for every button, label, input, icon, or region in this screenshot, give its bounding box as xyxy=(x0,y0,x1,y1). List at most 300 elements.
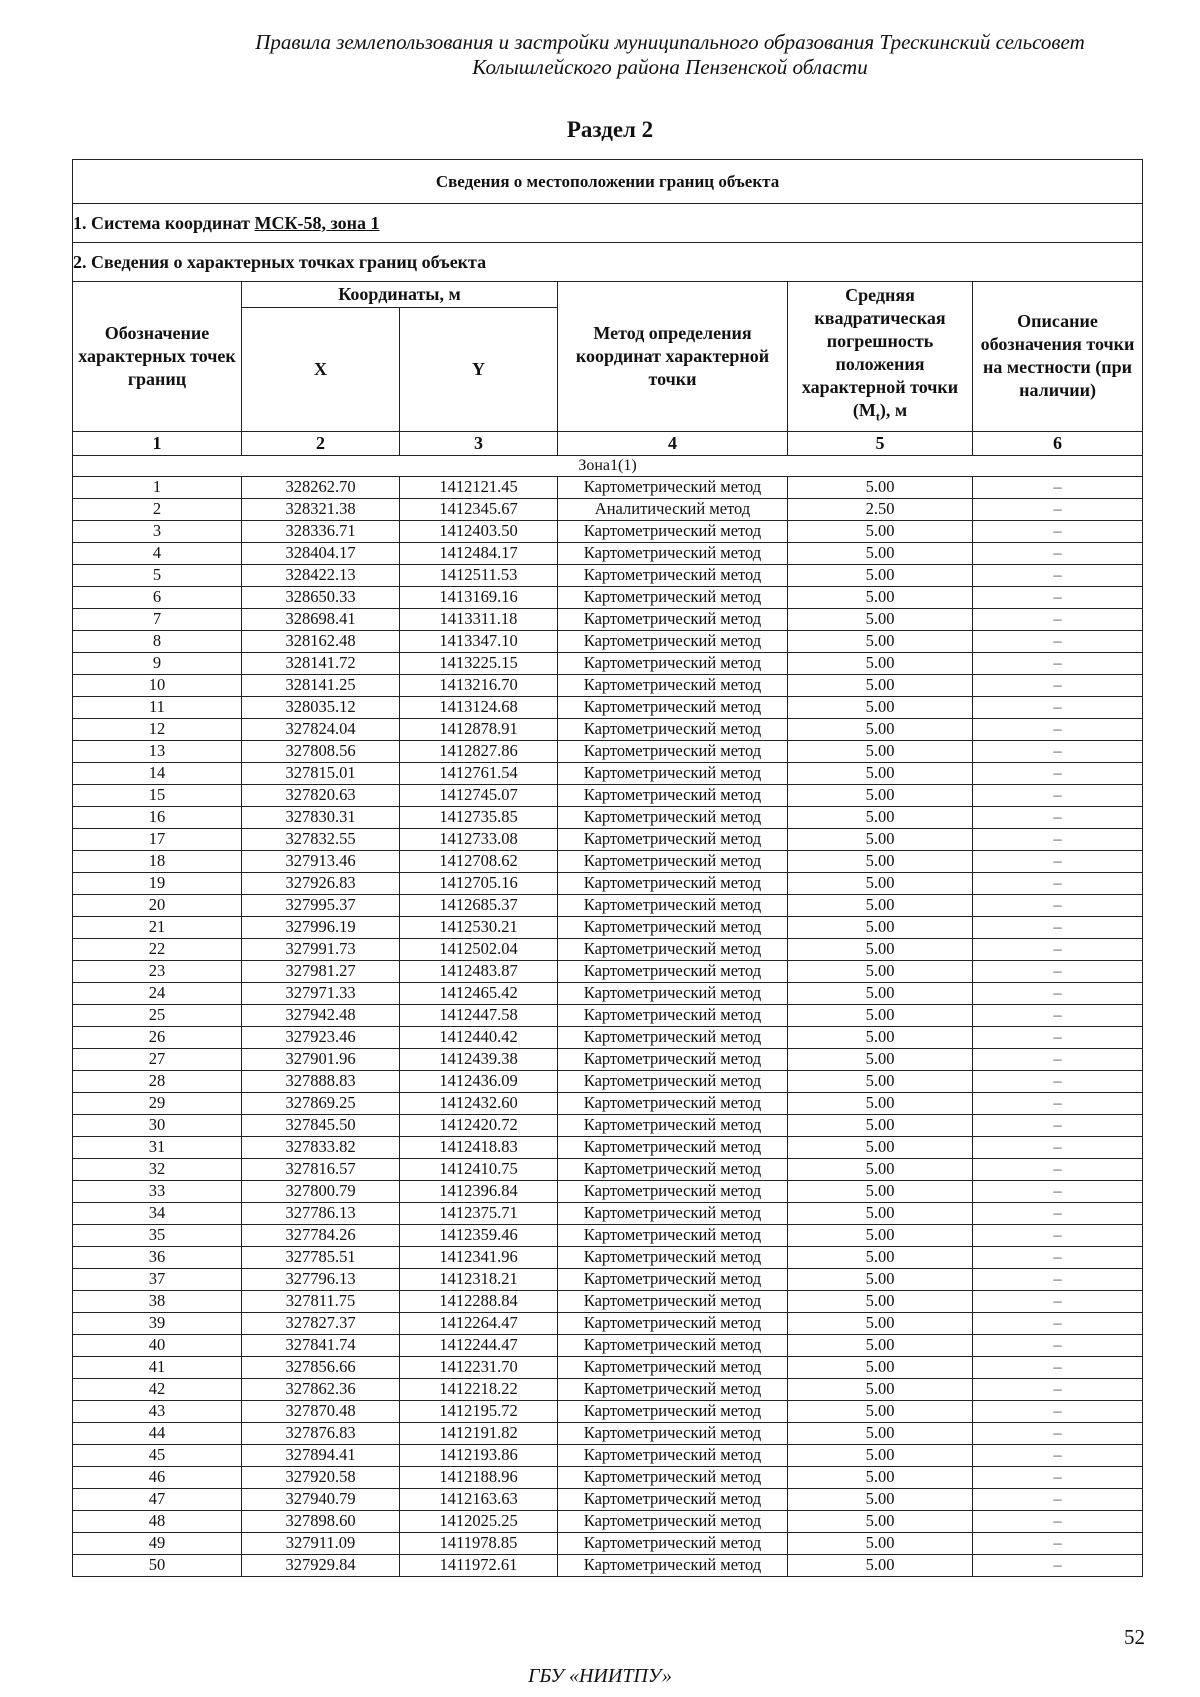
description: – xyxy=(973,1114,1143,1136)
table-row xyxy=(73,1312,1143,1334)
error-value: 5.00 xyxy=(788,1224,973,1246)
method: Картометрический метод xyxy=(558,916,788,938)
point-number: 4 xyxy=(73,542,242,564)
point-number: 37 xyxy=(73,1268,242,1290)
coord-x: 327832.55 xyxy=(242,828,400,850)
page-number: 52 xyxy=(1124,1625,1145,1649)
description: – xyxy=(973,916,1143,938)
points-heading: 2. Сведения о характерных точках границ объекта xyxy=(73,243,1143,282)
error-value: 5.00 xyxy=(788,564,973,586)
method: Картометрический метод xyxy=(558,542,788,564)
table-row xyxy=(73,762,1143,784)
coord-x: 327926.83 xyxy=(242,872,400,894)
header-error-unit: ), м xyxy=(879,400,908,420)
description: – xyxy=(973,1290,1143,1312)
boundary-points-table xyxy=(72,159,1143,1577)
table-row xyxy=(73,1422,1143,1444)
table-row xyxy=(73,1466,1143,1488)
point-number: 19 xyxy=(73,872,242,894)
header-y: Y xyxy=(400,307,558,431)
method: Картометрический метод xyxy=(558,1466,788,1488)
point-number: 31 xyxy=(73,1136,242,1158)
coord-y: 1411978.85 xyxy=(400,1532,558,1554)
error-value: 5.00 xyxy=(788,718,973,740)
coord-y: 1412432.60 xyxy=(400,1092,558,1114)
point-number: 9 xyxy=(73,652,242,674)
coord-x: 327796.13 xyxy=(242,1268,400,1290)
point-number: 10 xyxy=(73,674,242,696)
description: – xyxy=(973,872,1143,894)
table-row xyxy=(73,1092,1143,1114)
method: Картометрический метод xyxy=(558,586,788,608)
col-number: 5 xyxy=(788,431,973,455)
description: – xyxy=(973,1026,1143,1048)
description: – xyxy=(973,1444,1143,1466)
table-row xyxy=(73,608,1143,630)
description: – xyxy=(973,762,1143,784)
method: Аналитический метод xyxy=(558,498,788,520)
coord-x: 327856.66 xyxy=(242,1356,400,1378)
coord-x: 327815.01 xyxy=(242,762,400,784)
point-number: 46 xyxy=(73,1466,242,1488)
description: – xyxy=(973,828,1143,850)
coord-x: 327841.74 xyxy=(242,1334,400,1356)
coord-x: 327995.37 xyxy=(242,894,400,916)
error-value: 5.00 xyxy=(788,696,973,718)
coord-system-label: 1. Система координат xyxy=(73,212,255,233)
point-number: 49 xyxy=(73,1532,242,1554)
header-description: Описание обозначения точки на местности (при наличии) xyxy=(973,282,1143,432)
description: – xyxy=(973,894,1143,916)
zone-label: Зона1(1) xyxy=(73,455,1143,476)
coord-x: 327870.48 xyxy=(242,1400,400,1422)
point-number: 42 xyxy=(73,1378,242,1400)
coord-y: 1412231.70 xyxy=(400,1356,558,1378)
coord-x: 327888.83 xyxy=(242,1070,400,1092)
coord-y: 1412733.08 xyxy=(400,828,558,850)
point-number: 47 xyxy=(73,1488,242,1510)
method: Картометрический метод xyxy=(558,1136,788,1158)
description: – xyxy=(973,1334,1143,1356)
coord-y: 1412188.96 xyxy=(400,1466,558,1488)
header-method: Метод определения координат характерной точки xyxy=(558,282,788,432)
method: Картометрический метод xyxy=(558,1532,788,1554)
coord-x: 327923.46 xyxy=(242,1026,400,1048)
error-value: 5.00 xyxy=(788,1488,973,1510)
point-number: 20 xyxy=(73,894,242,916)
coord-y: 1413124.68 xyxy=(400,696,558,718)
error-value: 5.00 xyxy=(788,630,973,652)
coord-y: 1412440.42 xyxy=(400,1026,558,1048)
table-title: Сведения о местоположении границ объекта xyxy=(73,160,1143,204)
coord-y: 1412218.22 xyxy=(400,1378,558,1400)
description: – xyxy=(973,718,1143,740)
header-error xyxy=(788,282,973,432)
method: Картометрический метод xyxy=(558,850,788,872)
method: Картометрический метод xyxy=(558,1048,788,1070)
method: Картометрический метод xyxy=(558,1070,788,1092)
error-value: 5.00 xyxy=(788,652,973,674)
description: – xyxy=(973,1004,1143,1026)
error-value: 5.00 xyxy=(788,1246,973,1268)
method: Картометрический метод xyxy=(558,1444,788,1466)
error-value: 5.00 xyxy=(788,762,973,784)
error-value: 5.00 xyxy=(788,806,973,828)
coord-y: 1412359.46 xyxy=(400,1224,558,1246)
table-row xyxy=(73,564,1143,586)
table-row xyxy=(73,696,1143,718)
point-number: 21 xyxy=(73,916,242,938)
table-row xyxy=(73,1224,1143,1246)
error-value: 5.00 xyxy=(788,1180,973,1202)
coord-y: 1412341.96 xyxy=(400,1246,558,1268)
description: – xyxy=(973,1268,1143,1290)
description: – xyxy=(973,1070,1143,1092)
coord-y: 1412484.17 xyxy=(400,542,558,564)
point-number: 45 xyxy=(73,1444,242,1466)
coord-y: 1412502.04 xyxy=(400,938,558,960)
point-number: 28 xyxy=(73,1070,242,1092)
point-number: 5 xyxy=(73,564,242,586)
method: Картометрический метод xyxy=(558,1026,788,1048)
error-value: 5.00 xyxy=(788,1356,973,1378)
table-row xyxy=(73,740,1143,762)
point-number: 18 xyxy=(73,850,242,872)
coord-y: 1412418.83 xyxy=(400,1136,558,1158)
coord-y: 1412436.09 xyxy=(400,1070,558,1092)
table-row xyxy=(73,1290,1143,1312)
error-value: 5.00 xyxy=(788,1510,973,1532)
description: – xyxy=(973,1246,1143,1268)
description: – xyxy=(973,960,1143,982)
col-number: 2 xyxy=(242,431,400,455)
point-number: 40 xyxy=(73,1334,242,1356)
point-number: 29 xyxy=(73,1092,242,1114)
method: Картометрический метод xyxy=(558,1092,788,1114)
coord-system-row xyxy=(73,204,1143,243)
table-row xyxy=(73,938,1143,960)
method: Картометрический метод xyxy=(558,608,788,630)
error-value: 5.00 xyxy=(788,1004,973,1026)
coord-x: 327920.58 xyxy=(242,1466,400,1488)
table-row xyxy=(73,1334,1143,1356)
table-row xyxy=(73,894,1143,916)
col-number: 1 xyxy=(73,431,242,455)
table-row xyxy=(73,542,1143,564)
coord-y: 1412705.16 xyxy=(400,872,558,894)
description: – xyxy=(973,1532,1143,1554)
coord-y: 1413225.15 xyxy=(400,652,558,674)
method: Картометрический метод xyxy=(558,740,788,762)
table-row xyxy=(73,1268,1143,1290)
point-number: 26 xyxy=(73,1026,242,1048)
method: Картометрический метод xyxy=(558,828,788,850)
error-value: 5.00 xyxy=(788,850,973,872)
coord-x: 327816.57 xyxy=(242,1158,400,1180)
method: Картометрический метод xyxy=(558,674,788,696)
description: – xyxy=(973,784,1143,806)
header-error-text: Средняя квадратическая погрешность положения характерной точки (M xyxy=(801,285,959,420)
coord-x: 327971.33 xyxy=(242,982,400,1004)
table-row xyxy=(73,652,1143,674)
method: Картометрический метод xyxy=(558,1334,788,1356)
description: – xyxy=(973,1202,1143,1224)
coord-y: 1412465.42 xyxy=(400,982,558,1004)
point-number: 24 xyxy=(73,982,242,1004)
point-number: 44 xyxy=(73,1422,242,1444)
coord-y: 1412708.62 xyxy=(400,850,558,872)
description: – xyxy=(973,674,1143,696)
error-value: 5.00 xyxy=(788,1400,973,1422)
coord-x: 328162.48 xyxy=(242,630,400,652)
table-row xyxy=(73,674,1143,696)
point-number: 34 xyxy=(73,1202,242,1224)
error-value: 5.00 xyxy=(788,784,973,806)
coord-y: 1412403.50 xyxy=(400,520,558,542)
col-number: 4 xyxy=(558,431,788,455)
col-number: 6 xyxy=(973,431,1143,455)
error-value: 5.00 xyxy=(788,916,973,938)
error-value: 5.00 xyxy=(788,872,973,894)
table-row xyxy=(73,1246,1143,1268)
error-value: 5.00 xyxy=(788,1444,973,1466)
point-number: 12 xyxy=(73,718,242,740)
error-value: 5.00 xyxy=(788,1290,973,1312)
header-line-2: Колышлейского района Пензенской области xyxy=(472,55,868,79)
method: Картометрический метод xyxy=(558,630,788,652)
error-value: 5.00 xyxy=(788,1114,973,1136)
method: Картометрический метод xyxy=(558,1158,788,1180)
error-value: 5.00 xyxy=(788,982,973,1004)
coord-y: 1413347.10 xyxy=(400,630,558,652)
coord-x: 327827.37 xyxy=(242,1312,400,1334)
error-value: 5.00 xyxy=(788,1268,973,1290)
point-number: 32 xyxy=(73,1158,242,1180)
description: – xyxy=(973,586,1143,608)
table-row xyxy=(73,828,1143,850)
table-row xyxy=(73,1488,1143,1510)
table-row xyxy=(73,1004,1143,1026)
method: Картометрический метод xyxy=(558,1510,788,1532)
coord-x: 328141.72 xyxy=(242,652,400,674)
table-row xyxy=(73,916,1143,938)
coord-y: 1412121.45 xyxy=(400,476,558,498)
table-row xyxy=(73,1400,1143,1422)
method: Картометрический метод xyxy=(558,1378,788,1400)
section-title: Раздел 2 xyxy=(566,117,654,142)
description: – xyxy=(973,520,1143,542)
point-number: 38 xyxy=(73,1290,242,1312)
header-x: X xyxy=(242,307,400,431)
description: – xyxy=(973,982,1143,1004)
description: – xyxy=(973,564,1143,586)
table-row xyxy=(73,498,1143,520)
coord-x: 327940.79 xyxy=(242,1488,400,1510)
error-value: 5.00 xyxy=(788,1378,973,1400)
description: – xyxy=(973,1488,1143,1510)
error-value: 5.00 xyxy=(788,608,973,630)
coord-y: 1412193.86 xyxy=(400,1444,558,1466)
point-number: 2 xyxy=(73,498,242,520)
table-row xyxy=(73,1356,1143,1378)
error-value: 5.00 xyxy=(788,586,973,608)
method: Картометрический метод xyxy=(558,1114,788,1136)
point-number: 22 xyxy=(73,938,242,960)
coord-y: 1412195.72 xyxy=(400,1400,558,1422)
error-value: 5.00 xyxy=(788,1070,973,1092)
error-value: 5.00 xyxy=(788,1092,973,1114)
point-number: 6 xyxy=(73,586,242,608)
error-value: 5.00 xyxy=(788,1532,973,1554)
point-number: 41 xyxy=(73,1356,242,1378)
table-row xyxy=(73,1202,1143,1224)
coord-x: 327830.31 xyxy=(242,806,400,828)
coord-x: 327784.26 xyxy=(242,1224,400,1246)
description: – xyxy=(973,1092,1143,1114)
description: – xyxy=(973,806,1143,828)
point-number: 16 xyxy=(73,806,242,828)
col-number: 3 xyxy=(400,431,558,455)
method: Картометрический метод xyxy=(558,938,788,960)
coord-system-value: МСК-58, зона 1 xyxy=(254,212,380,233)
table-row xyxy=(73,1114,1143,1136)
description: – xyxy=(973,1224,1143,1246)
method: Картометрический метод xyxy=(558,1422,788,1444)
coord-y: 1412483.87 xyxy=(400,960,558,982)
method: Картометрический метод xyxy=(558,960,788,982)
description: – xyxy=(973,608,1143,630)
coord-x: 327898.60 xyxy=(242,1510,400,1532)
method: Картометрический метод xyxy=(558,872,788,894)
points-heading-row xyxy=(73,243,1143,282)
table-row xyxy=(73,586,1143,608)
coord-x: 328698.41 xyxy=(242,608,400,630)
description: – xyxy=(973,938,1143,960)
coord-x: 327942.48 xyxy=(242,1004,400,1026)
coord-y: 1413311.18 xyxy=(400,608,558,630)
coord-x: 327894.41 xyxy=(242,1444,400,1466)
coord-y: 1412530.21 xyxy=(400,916,558,938)
error-value: 5.00 xyxy=(788,1422,973,1444)
point-number: 43 xyxy=(73,1400,242,1422)
column-number-row xyxy=(73,431,1143,455)
zone-row xyxy=(73,455,1143,476)
coord-x: 327824.04 xyxy=(242,718,400,740)
point-number: 27 xyxy=(73,1048,242,1070)
error-value: 5.00 xyxy=(788,674,973,696)
table-row xyxy=(73,1554,1143,1576)
coord-x: 328321.38 xyxy=(242,498,400,520)
coord-y: 1412420.72 xyxy=(400,1114,558,1136)
description: – xyxy=(973,1180,1143,1202)
method: Картометрический метод xyxy=(558,718,788,740)
description: – xyxy=(973,542,1143,564)
coord-x: 327901.96 xyxy=(242,1048,400,1070)
table-row xyxy=(73,1026,1143,1048)
table-row xyxy=(73,1378,1143,1400)
coord-x: 327845.50 xyxy=(242,1114,400,1136)
point-number: 25 xyxy=(73,1004,242,1026)
method: Картометрический метод xyxy=(558,1312,788,1334)
coord-x: 327869.25 xyxy=(242,1092,400,1114)
error-value: 5.00 xyxy=(788,1026,973,1048)
method: Картометрический метод xyxy=(558,894,788,916)
error-value: 5.00 xyxy=(788,1334,973,1356)
description: – xyxy=(973,1466,1143,1488)
coord-system xyxy=(73,204,1143,243)
method: Картометрический метод xyxy=(558,696,788,718)
coord-x: 327981.27 xyxy=(242,960,400,982)
error-value: 5.00 xyxy=(788,938,973,960)
method: Картометрический метод xyxy=(558,806,788,828)
point-number: 35 xyxy=(73,1224,242,1246)
point-number: 23 xyxy=(73,960,242,982)
header-row-1 xyxy=(73,282,1143,308)
coord-y: 1412244.47 xyxy=(400,1334,558,1356)
coord-x: 327833.82 xyxy=(242,1136,400,1158)
point-number: 8 xyxy=(73,630,242,652)
header-line-1: Правила землепользования и застройки муниципального образования Трескинский сельсовет xyxy=(255,30,1085,54)
table-row xyxy=(73,850,1143,872)
coord-x: 327996.19 xyxy=(242,916,400,938)
coord-y: 1412396.84 xyxy=(400,1180,558,1202)
error-value: 5.00 xyxy=(788,542,973,564)
table-row xyxy=(73,1048,1143,1070)
point-number: 1 xyxy=(73,476,242,498)
table-row xyxy=(73,1180,1143,1202)
table-row xyxy=(73,1158,1143,1180)
point-number: 3 xyxy=(73,520,242,542)
coord-y: 1412745.07 xyxy=(400,784,558,806)
coord-y: 1412375.71 xyxy=(400,1202,558,1224)
table-row xyxy=(73,1510,1143,1532)
point-number: 39 xyxy=(73,1312,242,1334)
method: Картометрический метод xyxy=(558,1268,788,1290)
table-row xyxy=(73,476,1143,498)
error-value: 5.00 xyxy=(788,520,973,542)
method: Картометрический метод xyxy=(558,476,788,498)
description: – xyxy=(973,1554,1143,1576)
error-value: 2.50 xyxy=(788,498,973,520)
table-row xyxy=(73,960,1143,982)
description: – xyxy=(973,1510,1143,1532)
coord-y: 1412827.86 xyxy=(400,740,558,762)
coord-y: 1412264.47 xyxy=(400,1312,558,1334)
method: Картометрический метод xyxy=(558,1202,788,1224)
table-title-row xyxy=(73,160,1143,204)
coord-x: 328336.71 xyxy=(242,520,400,542)
coord-x: 327876.83 xyxy=(242,1422,400,1444)
error-value: 5.00 xyxy=(788,1466,973,1488)
table-row xyxy=(73,806,1143,828)
method: Картометрический метод xyxy=(558,1400,788,1422)
method: Картометрический метод xyxy=(558,1356,788,1378)
coord-x: 328404.17 xyxy=(242,542,400,564)
coord-x: 328141.25 xyxy=(242,674,400,696)
description: – xyxy=(973,850,1143,872)
point-number: 33 xyxy=(73,1180,242,1202)
table-row xyxy=(73,520,1143,542)
coord-x: 327820.63 xyxy=(242,784,400,806)
table-row xyxy=(73,982,1143,1004)
coord-y: 1412511.53 xyxy=(400,564,558,586)
point-number: 48 xyxy=(73,1510,242,1532)
description: – xyxy=(973,740,1143,762)
description: – xyxy=(973,1048,1143,1070)
coord-y: 1412318.21 xyxy=(400,1268,558,1290)
coord-x: 327800.79 xyxy=(242,1180,400,1202)
coord-y: 1412685.37 xyxy=(400,894,558,916)
